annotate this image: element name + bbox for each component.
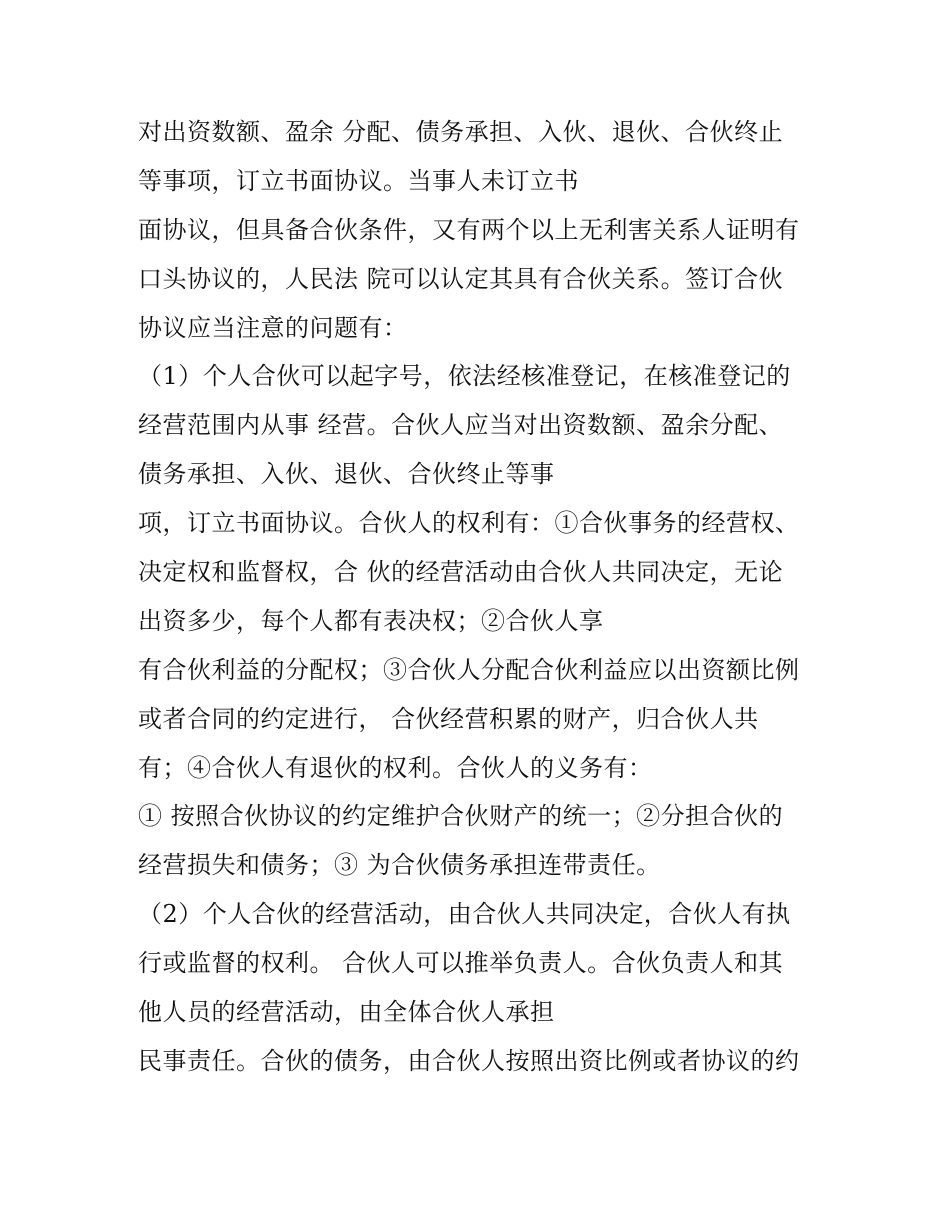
text-line: 项，订立书面协议。合伙人的权利有：①合伙事务的经营权、 xyxy=(138,509,800,538)
text-line: （1）个人合伙可以起字号，依法经核准登记，在核准登记的 xyxy=(138,362,791,391)
text-line: ① 按照合伙协议的约定维护合伙财产的统一；②分担合伙的 xyxy=(138,802,784,831)
text-line: 对出资数额、盈余 分配、债务承担、入伙、退伙、合伙终止 xyxy=(138,118,784,146)
text-line: 行或监督的权利。 合伙人可以推举负责人。合伙负责人和其 xyxy=(138,949,784,978)
text-line: 经营范围内从事 经营。合伙人应当对出资数额、盈余分配、 xyxy=(138,411,784,440)
text-line: 他人员的经营活动，由全体合伙人承担 xyxy=(138,998,555,1027)
text-line: 面协议，但具备合伙条件，又有两个以上无利害关系人证明有 xyxy=(138,215,800,244)
text-line: 出资多少，每个人都有表决权；②合伙人享 xyxy=(138,606,604,635)
body-text xyxy=(138,108,838,1086)
text-line: 决定权和监督权，合 伙的经营活动由合伙人共同决定，无论 xyxy=(138,558,784,587)
text-line: 民事责任。合伙的债务，由合伙人按照出资比例或者协议的约 xyxy=(138,1046,800,1075)
text-line: （2）个人合伙的经营活动，由合伙人共同决定，合伙人有执 xyxy=(138,900,791,929)
text-line: 等事项，订立书面协议。当事人未订立书 xyxy=(138,166,579,195)
text-line: 协议应当注意的问题有： xyxy=(138,313,408,342)
text-line: 债务承担、入伙、退伙、合伙终止等事 xyxy=(138,460,555,489)
text-line: 或者合同的约定进行， 合伙经营积累的财产，归合伙人共 xyxy=(138,704,759,733)
text-line: 有；④合伙人有退伙的权利。合伙人的义务有： xyxy=(138,753,653,782)
text-line: 经营损失和债务；③ 为合伙债务承担连带责任。 xyxy=(138,851,661,880)
text-line: 有合伙利益的分配权；③合伙人分配合伙利益应以出资额比例 xyxy=(138,655,800,684)
text-line: 口头协议的，人民法 院可以认定其具有合伙关系。签订合伙 xyxy=(138,264,784,293)
